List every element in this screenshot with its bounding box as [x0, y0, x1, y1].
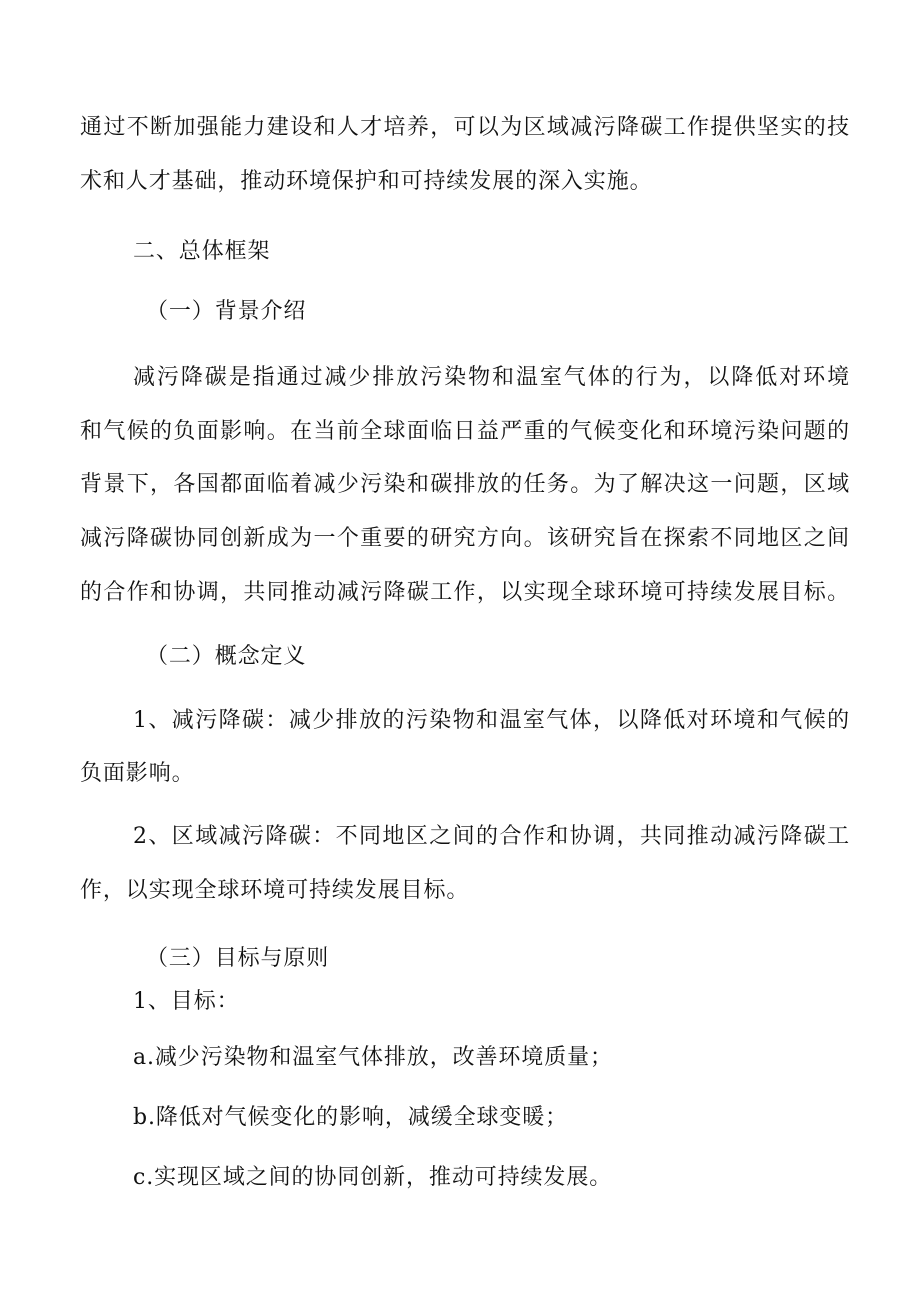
subsection-heading-concept-definition: （二）概念定义: [146, 644, 307, 669]
subsection-heading-background: （一）背景介绍: [146, 299, 307, 324]
background-paragraph-line-2: 和气候的负面影响。在当前全球面临日益严重的气候变化和环境污染问题的: [80, 419, 850, 444]
goal-item-a: a.减少污染物和温室气体排放，改善环境质量；: [133, 1045, 613, 1070]
definition-1-line-2: 负面影响。: [80, 761, 195, 786]
goal-item-c: c.实现区域之间的协同创新，推动可持续发展。: [133, 1165, 613, 1190]
definition-2-line-2: 作，以实现全球环境可持续发展目标。: [80, 878, 470, 903]
definition-2-line-1: 2、区域减污降碳：不同地区之间的合作和协调，共同推动减污降碳工: [133, 824, 850, 849]
goal-item-b: b.降低对气候变化的影响，减缓全球变暖；: [133, 1105, 569, 1130]
background-paragraph-line-5: 的合作和协调，共同推动减污降碳工作，以实现全球环境可持续发展目标。: [80, 580, 850, 605]
subsection-heading-goals-principles: （三）目标与原则: [146, 946, 330, 971]
background-paragraph-line-3: 背景下，各国都面临着减少污染和碳排放的任务。为了解决这一问题，区域: [80, 472, 850, 497]
intro-paragraph-line-2: 术和人才基础，推动环境保护和可持续发展的深入实施。: [80, 169, 653, 194]
background-paragraph-line-1: 减污降碳是指通过减少排放污染物和温室气体的行为，以降低对环境: [133, 365, 850, 390]
intro-paragraph-line-1: 通过不断加强能力建设和人才培养，可以为区域减污降碳工作提供坚实的技: [80, 115, 850, 140]
goals-heading: 1、目标：: [133, 989, 240, 1014]
section-heading-overall-framework: 二、总体框架: [133, 239, 271, 264]
background-paragraph-line-4: 减污降碳协同创新成为一个重要的研究方向。该研究旨在探索不同地区之间: [80, 526, 850, 551]
definition-1-line-1: 1、减污降碳：减少排放的污染物和温室气体，以降低对环境和气候的: [133, 708, 850, 733]
